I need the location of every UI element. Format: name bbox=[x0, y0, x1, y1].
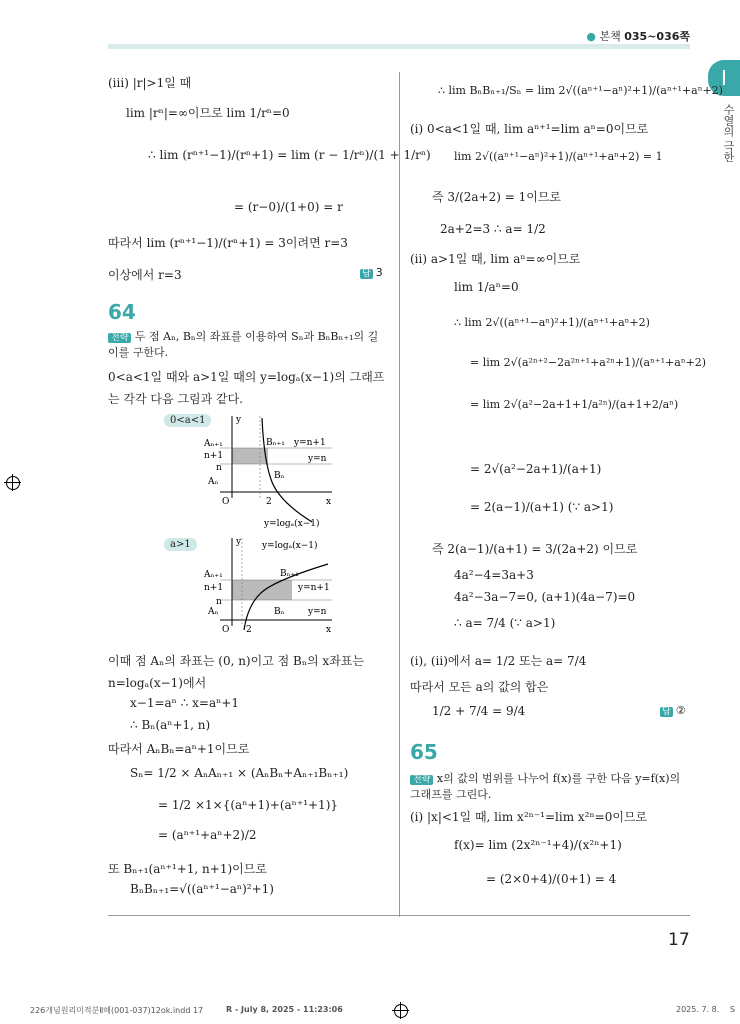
graph-2-lbl-bn: Bₙ bbox=[274, 607, 285, 617]
left-line-3: ∴ lim (rⁿ⁺¹−1)/(rⁿ+1) = lim (r − 1/rⁿ)/(1 + 1/rⁿ) bbox=[148, 148, 431, 162]
graph-1-region bbox=[232, 448, 268, 464]
right-line-14: 4a²−4=3a+3 bbox=[454, 568, 534, 582]
strategy-64-text: 두 점 Aₙ, Bₙ의 좌표를 이용하여 Sₙ과 BₙBₙ₊₁의 길이를 구한다. bbox=[108, 330, 379, 359]
bottom-rule bbox=[108, 915, 690, 916]
strategy-65 bbox=[410, 770, 692, 802]
tail-65-1: (i) |x|<1일 때, lim x²ⁿ⁻¹=lim x²ⁿ=0이므로 bbox=[410, 810, 648, 824]
right-line-17: (i), (ii)에서 a= 1/2 또는 a= 7/4 bbox=[410, 654, 587, 668]
page-header: ● 본책 035~036쪽 bbox=[586, 30, 690, 43]
graph-1-lbl-bn1: Bₙ₊₁ bbox=[266, 438, 285, 448]
right-line-4: 즉 3/(2a+2) = 1이므로 bbox=[432, 190, 562, 204]
right-column bbox=[410, 72, 723, 912]
registration-mark-bottom bbox=[394, 1004, 408, 1018]
graph-2-lbl-x: x bbox=[326, 625, 332, 634]
graph-2-lbl-n: n bbox=[216, 597, 222, 607]
right-line-13: 즉 2(a−1)/(a+1) = 3/(2a+2) 이므로 bbox=[432, 542, 638, 556]
graph-1-lbl-x: x bbox=[326, 497, 332, 507]
right-line-8: ∴ lim 2√((aⁿ⁺¹−aⁿ)²+1)/(aⁿ⁺¹+aⁿ+2) bbox=[454, 316, 650, 329]
left-line-5: 따라서 lim (rⁿ⁺¹−1)/(rⁿ+1) = 3이려면 r=3 bbox=[108, 236, 348, 250]
graph-2-tag: a>1 bbox=[164, 538, 197, 551]
strategy-label-2: 전략 bbox=[410, 775, 433, 785]
graph-2-lbl-an1: Aₙ₊₁ bbox=[204, 570, 223, 580]
right-line-12: = 2(a−1)/(a+1) (∵ a>1) bbox=[470, 500, 614, 514]
graph-1-lbl-yn: y=n bbox=[308, 454, 327, 464]
tail-65-3: = (2×0+4)/(0+1) = 4 bbox=[486, 872, 617, 886]
body-64-10: BₙBₙ₊₁=√((aⁿ⁺¹−aⁿ)²+1) bbox=[130, 882, 274, 896]
problem-64-number: 64 bbox=[108, 300, 136, 324]
answer-2: 답 ② bbox=[662, 704, 686, 717]
graph-2-lbl-n1: n+1 bbox=[204, 583, 224, 593]
left-line-6: 이상에서 r=3 bbox=[108, 268, 182, 282]
graph-2-lbl-o: O bbox=[222, 625, 230, 634]
right-line-11: = 2√(a²−2a+1)/(a+1) bbox=[470, 462, 602, 476]
right-line-3: lim 2√((aⁿ⁺¹−aⁿ)²+1)/(aⁿ⁺¹+aⁿ+2) = 1 bbox=[454, 150, 663, 163]
body-64-8: = (aⁿ⁺¹+aⁿ+2)/2 bbox=[158, 828, 257, 842]
graph-1 bbox=[202, 412, 342, 530]
footer-file: 226개념원리미적분Ⅱ해(001-037)12ok.indd 17 bbox=[30, 1006, 204, 1015]
problem-65-number: 65 bbox=[410, 740, 438, 764]
body-64-5: 따라서 AₙBₙ=aⁿ+1이므로 bbox=[108, 742, 250, 756]
right-line-10: = lim 2√(a²−2a+1+1/a²ⁿ)/(a+1+2/aⁿ) bbox=[470, 398, 679, 411]
right-line-5: 2a+2=3 ∴ a= 1/2 bbox=[440, 222, 546, 236]
body-64-2: n=logₐ(x−1)에서 bbox=[108, 676, 207, 690]
left-line-1: (iii) |r|>1일 때 bbox=[108, 76, 192, 90]
chapter-tab: I bbox=[708, 60, 740, 96]
top-bar bbox=[108, 44, 690, 49]
graph-2-lbl-2: 2 bbox=[246, 625, 252, 634]
right-line-6: (ii) a>1일 때, lim aⁿ=∞이므로 bbox=[410, 252, 581, 266]
graph-2-curve-label: y=logₐ(x−1) bbox=[262, 541, 318, 551]
body-64-1: 이때 점 Aₙ의 좌표는 (0, n)이고 점 Bₙ의 x좌표는 bbox=[108, 654, 364, 668]
graph-2-lbl-yn: y=n bbox=[308, 607, 327, 617]
footer-date: 2025. 7. 8. bbox=[676, 1005, 720, 1014]
right-line-2: (i) 0<a<1일 때, lim aⁿ⁺¹=lim aⁿ=0이므로 bbox=[410, 122, 649, 136]
intro-64: 0<a<1일 때와 a>1일 때의 y=logₐ(x−1)의 그래프는 각각 다음 그림과 같다. bbox=[108, 370, 385, 406]
graph-1-lbl-2: 2 bbox=[266, 497, 272, 507]
right-line-18: 따라서 모든 a의 값의 합은 bbox=[410, 680, 549, 694]
header-pages: 035~036쪽 bbox=[624, 30, 690, 43]
body-64-3: x−1=aⁿ ∴ x=aⁿ+1 bbox=[130, 696, 239, 710]
graph-1-lbl-an1: Aₙ₊₁ bbox=[204, 439, 223, 449]
graph-1-lbl-yn1: y=n+1 bbox=[294, 438, 326, 448]
header-label: 본책 bbox=[599, 30, 621, 43]
footer-tail: S bbox=[730, 1005, 736, 1014]
left-line-4: = (r−0)/(1+0) = r bbox=[234, 200, 343, 214]
graph-2-lbl-an: Aₙ bbox=[208, 607, 219, 617]
chapter-title: 수열의 극한 bbox=[722, 104, 735, 163]
strategy-65-text: x의 값의 범위를 나누어 f(x)를 구한 다음 y=f(x)의 그래프를 그린다. bbox=[410, 772, 681, 801]
graph-2-lbl-yn1: y=n+1 bbox=[298, 583, 330, 593]
left-line-2: lim |rⁿ|=∞이므로 lim 1/rⁿ=0 bbox=[126, 106, 290, 120]
right-line-19: 1/2 + 7/4 = 9/4 bbox=[432, 704, 526, 718]
graph-1-lbl-an: Aₙ bbox=[208, 477, 219, 487]
graph-1-lbl-n: n bbox=[216, 463, 222, 473]
right-line-9: = lim 2√(a²ⁿ⁺²−2a²ⁿ⁺¹+a²ⁿ+1)/(aⁿ⁺¹+aⁿ+2) bbox=[470, 356, 707, 369]
strategy-label: 전략 bbox=[108, 333, 131, 343]
graph-2-region bbox=[232, 580, 292, 600]
graph-1-lbl-bn: Bₙ bbox=[274, 471, 285, 481]
answer-1: 답 3 bbox=[362, 266, 383, 279]
body-64-4: ∴ Bₙ(aⁿ+1, n) bbox=[130, 718, 211, 732]
footer-stamp: R - July 8, 2025 - 11:23:06 bbox=[226, 1005, 343, 1014]
right-line-15: 4a²−3a−7=0, (a+1)(4a−7)=0 bbox=[454, 590, 636, 604]
graph-1-lbl-o: O bbox=[222, 497, 230, 507]
graph-1-tag: 0<a<1 bbox=[164, 414, 211, 427]
body-64-7: = 1/2 ×1×{(aⁿ+1)+(aⁿ⁺¹+1)} bbox=[158, 798, 339, 812]
right-line-7: lim 1/aⁿ=0 bbox=[454, 280, 519, 294]
right-line-1: ∴ lim BₙBₙ₊₁/Sₙ = lim 2√((aⁿ⁺¹−aⁿ)²+1)/(aⁿ⁺¹+aⁿ+2) bbox=[438, 84, 723, 97]
answer-label-2: 답 bbox=[662, 707, 671, 717]
graph-1-lbl-y: y bbox=[236, 415, 242, 425]
registration-mark-left bbox=[6, 476, 20, 490]
graph-2-lbl-y: y bbox=[236, 537, 242, 547]
tail-65-2: f(x)= lim (2x²ⁿ⁻¹+4)/(x²ⁿ+1) bbox=[454, 838, 622, 852]
page-number: 17 bbox=[668, 930, 690, 950]
graph-2 bbox=[202, 534, 342, 634]
body-64-6: Sₙ= 1/2 × AₙAₙ₊₁ × (AₙBₙ+Aₙ₊₁Bₙ₊₁) bbox=[130, 766, 349, 780]
strategy-64 bbox=[108, 328, 388, 360]
column-divider bbox=[399, 72, 400, 917]
graph-1-lbl-n1: n+1 bbox=[204, 451, 224, 461]
answer-label: 답 bbox=[362, 269, 371, 279]
right-line-16: ∴ a= 7/4 (∵ a>1) bbox=[454, 616, 556, 630]
body-64-9: 또 Bₙ₊₁(aⁿ⁺¹+1, n+1)이므로 bbox=[108, 862, 267, 876]
graph-1-curve-label: y=logₐ(x−1) bbox=[264, 519, 320, 529]
graph-2-lbl-bn1: Bₙ₊₁ bbox=[280, 569, 299, 579]
